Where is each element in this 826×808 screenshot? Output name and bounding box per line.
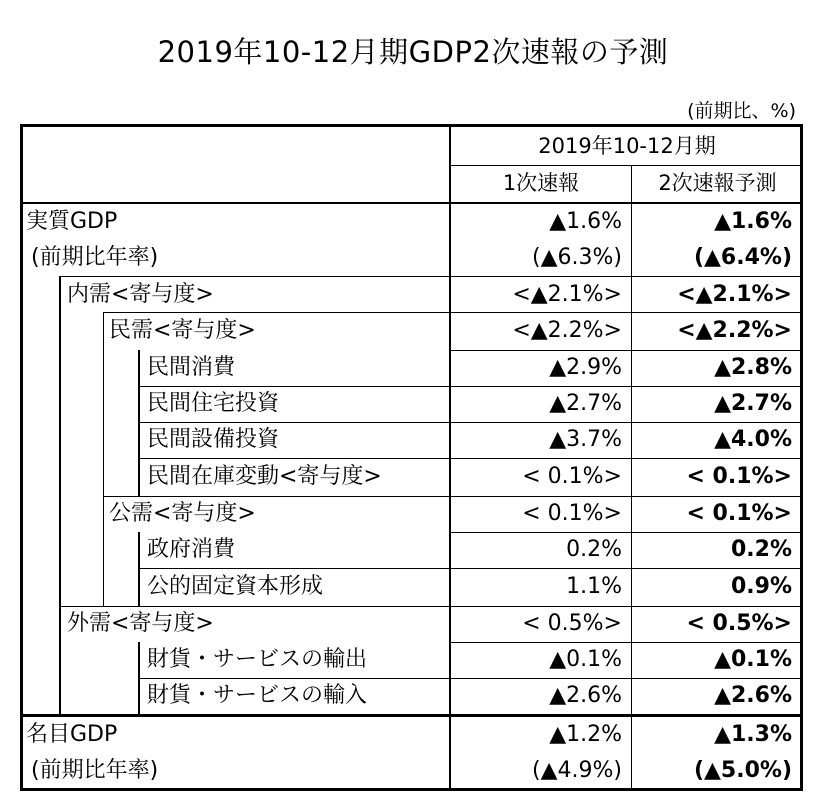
row-value-2nd: 0.9% — [730, 574, 792, 599]
row-value-2nd: ▲2.7% — [714, 391, 792, 416]
row-value-2nd: ▲1.6% — [714, 209, 792, 234]
row-value-2nd: ▲2.8% — [714, 355, 792, 380]
row-value-2nd: ▲4.0% — [714, 427, 792, 452]
row-label-private-demand: 民需<寄与度> — [109, 318, 256, 343]
page-title: 2019年10-12月期GDP2次速報の予測 — [157, 35, 669, 69]
indent-line — [138, 350, 140, 496]
row-value-2nd: < 0.1%> — [686, 501, 792, 526]
row-value-2nd: 0.2% — [730, 537, 792, 562]
row-label-inventory-change: 民間在庫変動<寄与度> — [147, 464, 382, 489]
row-value-2nd: (▲6.4%) — [693, 245, 792, 270]
row-label-external-demand: 外需<寄与度> — [67, 611, 214, 636]
row-value-1st: ▲2.7% — [549, 391, 622, 416]
row-value-1st: ▲2.6% — [549, 683, 622, 708]
section-divider — [23, 714, 803, 717]
row-value-2nd: ▲2.6% — [714, 683, 792, 708]
row-label-imports: 財貨・サービスの輸入 — [147, 683, 368, 708]
indent-line — [138, 532, 140, 606]
indent-line — [59, 276, 61, 717]
row-value-1st: < 0.1%> — [522, 464, 622, 489]
divider — [23, 202, 803, 204]
row-value-1st: 0.2% — [566, 537, 622, 562]
row-label-domestic-demand: 内需<寄与度> — [67, 282, 214, 307]
row-value-1st: ▲1.2% — [549, 722, 622, 747]
divider — [631, 165, 632, 791]
row-label-annualized: (前期比年率) — [31, 758, 159, 783]
row-value-2nd: ▲1.3% — [714, 722, 792, 747]
row-value-1st: < 0.5%> — [522, 611, 622, 636]
row-value-1st: <▲2.1%> — [512, 282, 622, 307]
row-value-1st: ▲1.6% — [549, 209, 622, 234]
row-value-2nd: < 0.1%> — [686, 464, 792, 489]
row-value-2nd: (▲5.0%) — [693, 758, 792, 783]
row-label-annualized: (前期比年率) — [31, 245, 159, 270]
unit-note: (前期比、%) — [687, 100, 796, 122]
row-value-2nd: <▲2.1%> — [677, 282, 792, 307]
row-value-1st: <▲2.2%> — [512, 318, 622, 343]
row-label-nominal-gdp: 名目GDP — [26, 722, 118, 747]
row-value-1st: ▲2.9% — [549, 355, 622, 380]
row-value-1st: ▲3.7% — [549, 427, 622, 452]
row-value-2nd: ▲0.1% — [714, 647, 792, 672]
row-label-capital-investment: 民間設備投資 — [147, 427, 280, 452]
row-label-real-gdp: 実質GDP — [26, 209, 118, 234]
row-value-1st: 1.1% — [566, 574, 622, 599]
row-label-private-consumption: 民間消費 — [147, 355, 236, 380]
row-label-public-investment: 公的固定資本形成 — [147, 574, 324, 599]
divider — [449, 127, 451, 791]
header-col2: 2次速報予測 — [658, 171, 777, 195]
row-value-1st: ▲0.1% — [549, 647, 622, 672]
row-value-2nd: <▲2.2%> — [677, 318, 792, 343]
row-value-1st: < 0.1%> — [522, 501, 622, 526]
header-col1: 1次速報 — [502, 171, 580, 195]
row-value-1st: (▲6.3%) — [532, 245, 622, 270]
indent-line — [103, 312, 104, 606]
row-value-2nd: < 0.5%> — [686, 611, 792, 636]
row-label-residential-investment: 民間住宅投資 — [147, 391, 280, 416]
row-value-1st: (▲4.9%) — [532, 758, 622, 783]
header-period: 2019年10-12月期 — [538, 134, 716, 158]
indent-line — [138, 642, 140, 717]
row-label-public-demand: 公需<寄与度> — [109, 501, 256, 526]
gdp-forecast-table — [20, 124, 803, 791]
row-label-government-consumption: 政府消費 — [147, 537, 236, 562]
row-label-exports: 財貨・サービスの輸出 — [147, 647, 368, 672]
